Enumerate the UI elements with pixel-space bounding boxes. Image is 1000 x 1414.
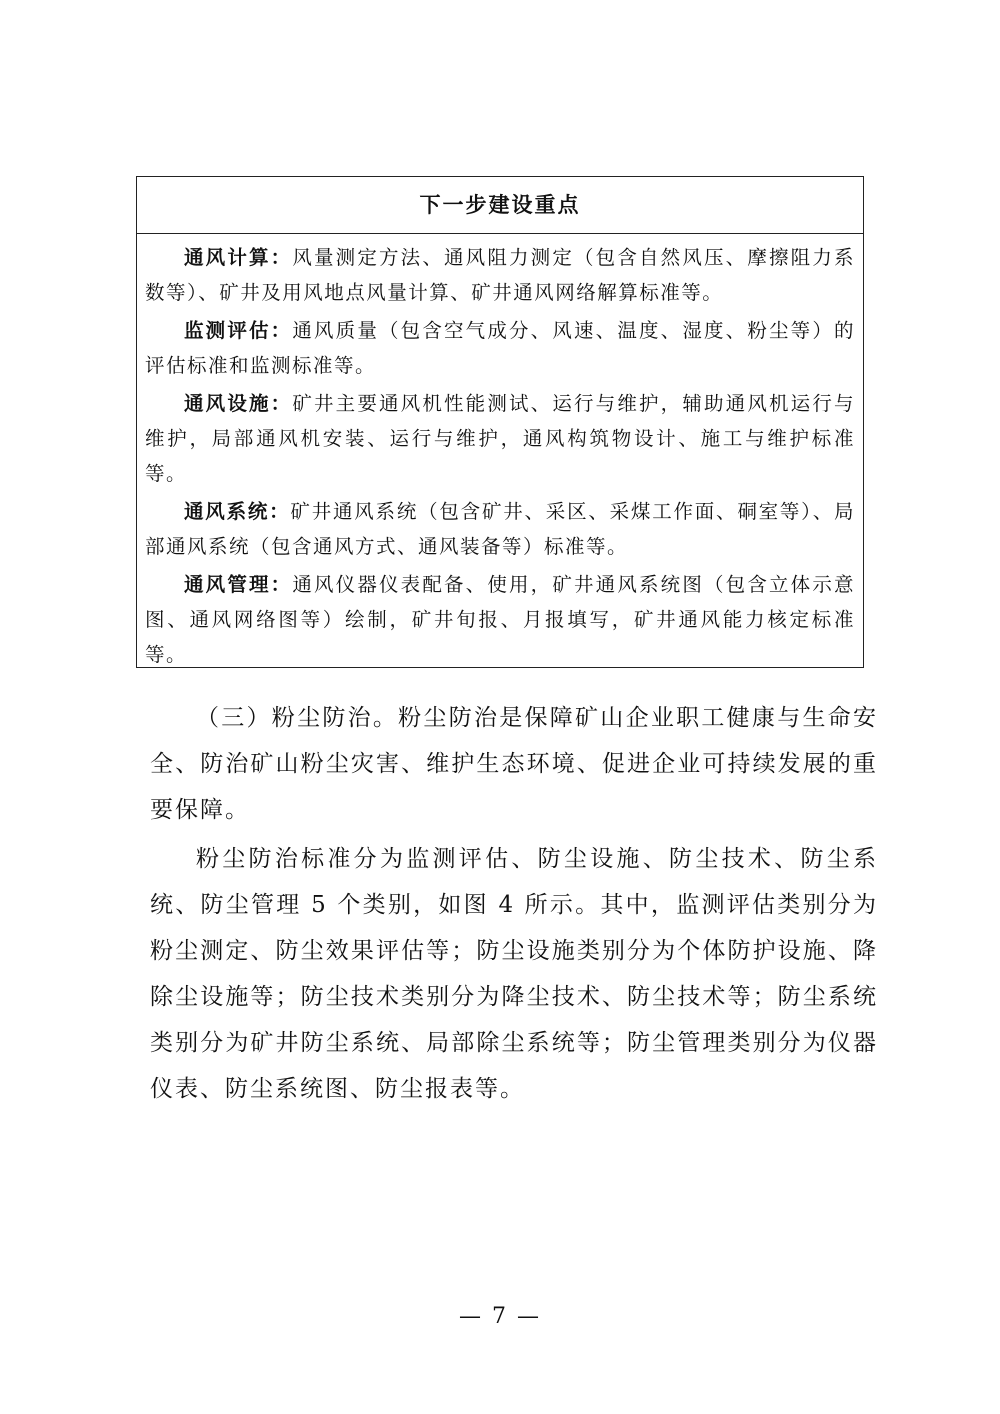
item-label: 通风计算： [184, 246, 293, 269]
table-item-ventilation-facilities [145, 386, 855, 491]
page-number: — 7 — [459, 1304, 541, 1329]
paragraph-dust-prevention-categories: 粉尘防治标准分为监测评估、防尘设施、防尘技术、防尘系统、防尘管理 5 个类别，如图 4 所示。其中，监测评估类别分为粉尘测定、防尘效果评估等；防尘设施类别分为个体防护设施、降除尘设施等；防尘技术类别分为降尘技术、防尘技术等；防尘系统类别分为矿井防尘系统、局部除尘系统等；防尘管理类别分为仪器仪表、防尘系统图、防尘报表等。 [150, 846, 878, 1102]
table-item-ventilation-calculation [145, 240, 855, 310]
paragraph-dust-prevention-intro: （三）粉尘防治。粉尘防治是保障矿山企业职工健康与生命安全、防治矿山粉尘灾害、维护生态环境、促进企业可持续发展的重要保障。 [150, 705, 878, 823]
body-text [150, 695, 878, 1115]
item-label: 通风系统： [184, 500, 291, 523]
item-label: 监测评估： [184, 319, 293, 342]
item-text: 通风仪器仪表配备、使用，矿井通风系统图（包含立体示意图、通风网络图等）绘制，矿井旬报、月报填写，矿井通风能力核定标准等。 [145, 573, 855, 666]
item-text: 矿井通风系统（包含矿井、采区、采煤工作面、硐室等）、局部通风系统（包含通风方式、通风装备等）标准等。 [145, 500, 855, 558]
table-item-ventilation-system [145, 494, 855, 564]
item-text: 矿井主要通风机性能测试、运行与维护，辅助通风机运行与维护，局部通风机安装、运行与维护，通风构筑物设计、施工与维护标准等。 [145, 392, 855, 485]
table-header: 下一步建设重点 [137, 177, 863, 234]
item-label: 通风管理： [184, 573, 293, 596]
item-text: 通风质量（包含空气成分、风速、温度、湿度、粉尘等）的评估标准和监测标准等。 [145, 319, 855, 377]
table-item-ventilation-management [145, 567, 855, 672]
table-item-monitoring-evaluation [145, 313, 855, 383]
item-text: 风量测定方法、通风阻力测定（包含自然风压、摩擦阻力系数等）、矿井及用风地点风量计算、矿井通风网络解算标准等。 [145, 246, 855, 304]
key-points-table [136, 176, 864, 668]
item-label: 通风设施： [184, 392, 293, 415]
table-body [137, 234, 863, 672]
